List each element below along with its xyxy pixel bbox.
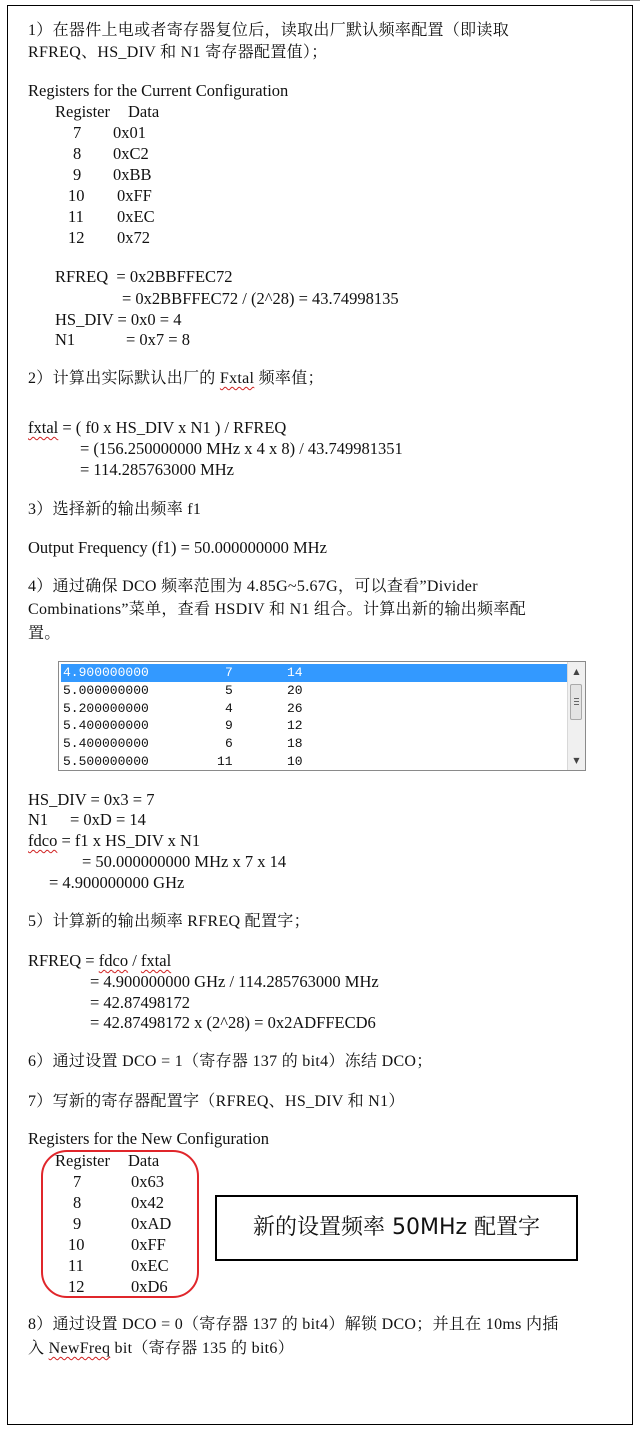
new-register-data: 0x42 [131, 1193, 164, 1212]
current-config-title: Registers for the Current Configuration [28, 81, 289, 100]
current-rfreq-line2: = 0x2BBFFEC72 / (2^28) = 43.74998135 [122, 289, 399, 308]
scroll-up-arrow-icon[interactable]: ▲ [573, 667, 580, 676]
current-register-data: 0x01 [113, 123, 146, 142]
new-config-callout: 新的设置频率 50MHz 配置字 [215, 1195, 578, 1261]
current-register-number: 9 [73, 165, 82, 184]
current-register-data: 0xEC [117, 207, 155, 226]
n1-cell: 12 [287, 718, 303, 734]
current-register-data: 0x72 [117, 228, 150, 247]
new-rfreq-line2: = 4.900000000 GHz / 114.285763000 MHz [90, 972, 379, 991]
scroll-down-arrow-icon[interactable]: ▼ [573, 756, 580, 765]
divider-list-row[interactable] [61, 700, 569, 718]
new-hsdiv-line: HS_DIV = 0x3 = 7 [28, 790, 155, 809]
grip-line [574, 698, 579, 699]
new-register-data: 0xAD [131, 1214, 172, 1233]
step7-heading: 7）写新的寄存器配置字（RFREQ、HS_DIV 和 N1） [28, 1093, 405, 1110]
fdco-cell: 4.900000000 [63, 665, 149, 680]
fdco-line3: = 4.900000000 GHz [49, 873, 185, 892]
current-n1-value: = 0x7 = 8 [126, 330, 190, 349]
fdco-cell: 5.000000000 [63, 682, 149, 698]
current-header-data: Data [128, 102, 160, 121]
new-config-highlight-box [41, 1150, 199, 1298]
new-register-number: 10 [68, 1235, 85, 1254]
grip-line [574, 704, 579, 705]
new-register-data: 0xEC [131, 1256, 169, 1275]
divider-list-row[interactable] [61, 735, 569, 753]
n1-cell: 26 [287, 700, 303, 716]
scroll-thumb[interactable] [570, 684, 582, 720]
fxtal-line1: fxtal = ( f0 x HS_DIV x N1 ) / RFREQ [28, 418, 287, 437]
hsdiv-cell: 4 [225, 700, 233, 716]
new-register-number: 7 [73, 1172, 82, 1191]
hsdiv-cell: 9 [225, 718, 233, 734]
fdco-line1: fdco = f1 x HS_DIV x N1 [28, 831, 201, 850]
current-register-data: 0xBB [113, 165, 152, 184]
step1-line1: 1）在器件上电或者寄存器复位后，读取出厂默认频率配置（即读取 [28, 22, 510, 39]
fxtal-line3: = 114.285763000 MHz [80, 460, 234, 479]
step6-heading: 6）通过设置 DCO = 1（寄存器 137 的 bit4）冻结 DCO； [28, 1053, 433, 1070]
hsdiv-cell: 5 [225, 682, 233, 698]
divider-list-row[interactable] [61, 753, 569, 771]
new-register-number: 11 [68, 1256, 84, 1275]
n1-cell: 14 [287, 665, 303, 680]
new-register-number: 9 [73, 1214, 82, 1233]
new-register-data: 0xFF [131, 1235, 166, 1254]
fdco-cell: 5.200000000 [63, 700, 149, 716]
hsdiv-cell: 6 [225, 736, 233, 752]
new-register-number: 12 [68, 1277, 85, 1296]
current-header-register: Register [55, 102, 110, 121]
step8-line1: 8）通过设置 DCO = 0（寄存器 137 的 bit4）解锁 DCO；并且在 10ms 内插 [28, 1316, 559, 1333]
current-register-number: 8 [73, 144, 82, 163]
step4-line2: Combinations”菜单，查看 HSDIV 和 N1 组合。计算出新的输出频率配 [28, 601, 526, 618]
current-register-number: 12 [68, 228, 85, 247]
new-rfreq-line1: RFREQ = fdco / fxtal [28, 951, 172, 970]
new-header-register: Register [55, 1151, 110, 1170]
step8-line2: 入 NewFreq bit（寄存器 135 的 bit6） [28, 1340, 295, 1357]
step4-line1: 4）通过确保 DCO 频率范围为 4.85G~5.67G，可以查看”Divider [28, 578, 478, 595]
new-header-data: Data [128, 1151, 160, 1170]
grip-line [574, 701, 579, 702]
divider-combinations-listbox[interactable] [58, 661, 586, 771]
top-edge-line [590, 0, 640, 1]
new-rfreq-line3: = 42.87498172 [90, 993, 191, 1012]
current-register-data: 0xFF [117, 186, 152, 205]
fxtal-line2: = (156.250000000 MHz x 4 x 8) / 43.749981351 [80, 439, 403, 458]
hsdiv-cell: 7 [225, 665, 233, 680]
hsdiv-cell: 11 [217, 754, 233, 769]
fdco-cell: 5.400000000 [63, 718, 149, 734]
current-rfreq-line1: RFREQ = 0x2BBFFEC72 [55, 267, 233, 286]
new-register-number: 8 [73, 1193, 82, 1212]
n1-cell: 20 [287, 682, 303, 698]
new-register-data: 0xD6 [131, 1277, 168, 1296]
current-register-number: 10 [68, 186, 85, 205]
new-rfreq-line4: = 42.87498172 x (2^28) = 0x2ADFFECD6 [90, 1013, 376, 1032]
current-register-data: 0xC2 [113, 144, 149, 163]
new-n1-value: = 0xD = 14 [70, 810, 146, 829]
new-register-data: 0x63 [131, 1172, 164, 1191]
current-register-number: 7 [73, 123, 82, 142]
step4-line3: 置。 [28, 625, 61, 642]
current-n1-label: N1 [55, 330, 76, 349]
new-config-title: Registers for the New Configuration [28, 1129, 270, 1148]
divider-list-row[interactable] [61, 664, 569, 682]
step1-line2: RFREQ、HS_DIV 和 N1 寄存器配置值）； [28, 44, 328, 61]
new-n1-label: N1 [28, 810, 49, 829]
listbox-scrollbar[interactable] [567, 662, 585, 770]
step3-heading: 3）选择新的输出频率 f1 [28, 501, 202, 518]
n1-cell: 18 [287, 736, 303, 752]
current-register-number: 11 [68, 207, 84, 226]
fdco-cell: 5.500000000 [63, 754, 149, 769]
step5-heading: 5）计算新的输出频率 RFREQ 配置字； [28, 913, 310, 930]
fdco-line2: = 50.000000000 MHz x 7 x 14 [82, 852, 287, 871]
current-hsdiv-line: HS_DIV = 0x0 = 4 [55, 310, 182, 329]
step2-heading: 2）计算出实际默认出厂的 Fxtal 频率值； [28, 370, 324, 387]
divider-list-row[interactable] [61, 682, 569, 700]
fdco-cell: 5.400000000 [63, 736, 149, 752]
divider-list-row[interactable] [61, 717, 569, 735]
n1-cell: 10 [287, 754, 303, 769]
output-frequency-line: Output Frequency (f1) = 50.000000000 MHz [28, 538, 327, 557]
